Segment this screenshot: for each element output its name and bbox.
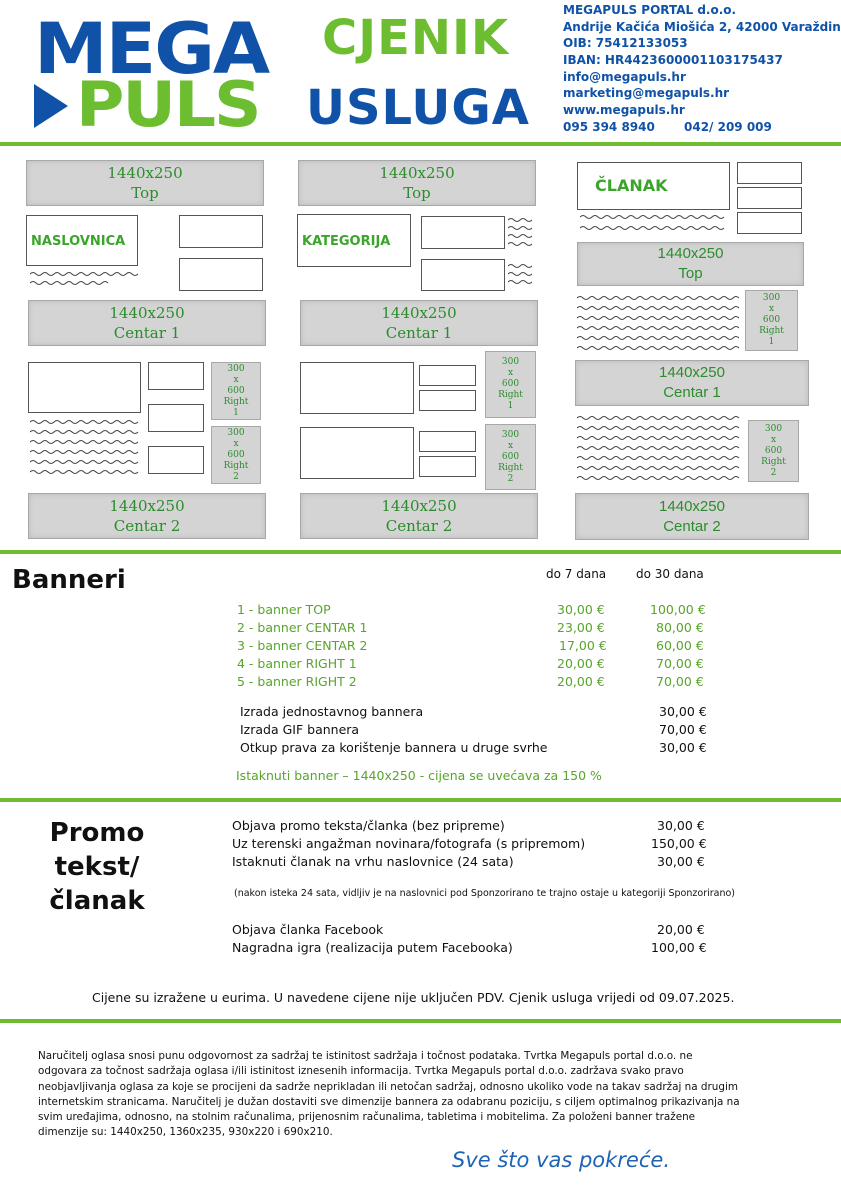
- banner-text: 300: [762, 293, 781, 303]
- placeholder-box: [148, 362, 204, 390]
- company-address: Andrije Kačića Miošića 2, 42000 Varaždin: [563, 19, 841, 34]
- kategorija-banner-right2: [485, 424, 536, 490]
- placeholder-box: [419, 431, 476, 452]
- row-price: 100,00 €: [651, 940, 707, 955]
- row-price: 30,00 €: [657, 818, 705, 833]
- divider: [0, 798, 841, 802]
- placeholder-box: [179, 215, 263, 248]
- banneri-heading: Banneri: [12, 565, 126, 595]
- legal-line: odgovara za točnost sadržaja oglasa i/ili istinitost iznesenih informacija. Tvrtka Megapuls portal d.o.o. zadržava svako pravo: [38, 1065, 684, 1078]
- banner-size: 1440x250: [381, 304, 457, 322]
- logo-arrow-icon: [34, 84, 68, 128]
- highlight-note: Istaknuti banner – 1440x250 - cijena se uvećava za 150 %: [236, 768, 602, 783]
- promo-heading: [8, 816, 186, 918]
- clanak-label: ČLANAK: [595, 176, 668, 195]
- row-name: Otkup prava za korištenje bannera u druge svrhe: [240, 740, 548, 755]
- kategorija-banner-right1: [485, 351, 536, 418]
- text-lines-icon: [577, 294, 739, 354]
- banner-text: Right: [761, 456, 786, 467]
- banner-position: Top: [131, 184, 159, 202]
- banner-text: 600: [501, 379, 520, 389]
- row-name: 2 - banner CENTAR 1: [237, 620, 368, 635]
- banner-size: 1440x250: [381, 497, 457, 515]
- kategorija-label: KATEGORIJA: [302, 234, 391, 249]
- row-price-30: 100,00 €: [650, 602, 706, 617]
- row-price-7: 20,00 €: [557, 656, 605, 671]
- banner-text: x: [770, 434, 777, 445]
- row-price: 70,00 €: [659, 722, 707, 737]
- banner-position: Centar 1: [385, 324, 453, 342]
- banner-text: 2: [770, 467, 777, 478]
- legal-line: Naručitelj oglasa snosi punu odgovornost za sadržaj te istinitost sadržaja i točnost podataka. Tvrtka Megapuls portal d.o.o. ne: [38, 1050, 693, 1062]
- naslovnica-banner-right2: [211, 426, 261, 484]
- banner-position: Centar 2: [663, 517, 721, 535]
- company-oib: OIB: 75412133053: [563, 36, 688, 51]
- row-price-7: 20,00 €: [557, 674, 605, 689]
- row-name: Istaknuti članak na vrhu naslovnice (24 sata): [232, 854, 514, 869]
- row-price: 30,00 €: [659, 740, 707, 755]
- row-name: 4 - banner RIGHT 1: [237, 656, 357, 671]
- banner-text: 2: [233, 471, 239, 482]
- promo-heading-line1: Promo tekst/: [49, 818, 145, 882]
- company-email-marketing[interactable]: marketing@megapuls.hr: [563, 86, 730, 101]
- row-price: 150,00 €: [651, 836, 707, 851]
- kategorija-banner-centar2: [300, 493, 538, 539]
- clanak-banner-right2: [748, 420, 799, 482]
- placeholder-box: [300, 427, 414, 479]
- col-7-days: do 7 dana: [546, 567, 607, 581]
- row-name: 3 - banner CENTAR 2: [237, 638, 368, 653]
- divider: [0, 142, 841, 146]
- placeholder-box: [419, 456, 476, 477]
- banner-text: x: [507, 368, 514, 378]
- clanak-banner-right1: [745, 290, 798, 351]
- banner-size: 1440x250: [109, 497, 185, 515]
- banner-text: 600: [227, 449, 245, 460]
- company-phone2: 042/ 209 009: [684, 120, 772, 134]
- banner-text: 300: [764, 423, 783, 434]
- clanak-banner-top: [577, 242, 804, 286]
- naslovnica-banner-centar2: [28, 493, 266, 539]
- banner-text: 300: [227, 363, 245, 374]
- banner-size: 1440x250: [379, 164, 455, 182]
- kategorija-banner-centar1: [300, 300, 538, 346]
- row-price: 30,00 €: [659, 704, 707, 719]
- price-footer-note: Cijene su izražene u eurima. U navedene cijene nije uključen PDV. Cjenik usluga vrijedi od 09.07.2025.: [92, 990, 735, 1005]
- placeholder-box: [421, 259, 505, 291]
- banner-text: 600: [762, 315, 781, 325]
- company-name: MEGAPULS PORTAL d.o.o.: [563, 3, 737, 17]
- row-price-30: 80,00 €: [656, 620, 704, 635]
- banner-text: Right: [759, 326, 784, 336]
- legal-line: neobjavljivanja oglasa za koje se procijeni da sadrže neprikladan ili netočan sadržaj, odnosno ukoliko vode na takav sadržaj na drugim: [38, 1080, 738, 1093]
- placeholder-box: [148, 404, 204, 432]
- placeholder-box: [300, 362, 414, 414]
- row-name: Nagradna igra (realizacija putem Facebooka): [232, 940, 513, 955]
- banner-text: Right: [223, 460, 249, 471]
- kategorija-banner-top: [298, 160, 536, 206]
- company-iban: IBAN: HR4423600001103175437: [563, 53, 783, 68]
- placeholder-box: [737, 212, 802, 234]
- text-lines-icon: [30, 418, 140, 482]
- banner-text: 300: [501, 357, 520, 367]
- banner-text: Right: [498, 390, 523, 400]
- banner-text: x: [233, 438, 239, 449]
- placeholder-box: [421, 216, 505, 249]
- placeholder-box: [737, 187, 802, 209]
- text-lines-icon: [580, 212, 730, 236]
- company-website[interactable]: www.megapuls.hr: [563, 103, 685, 118]
- promo-heading-line2: članak: [49, 886, 145, 916]
- banner-position: Top: [678, 265, 703, 282]
- row-name: Objava promo teksta/članka (bez pripreme): [232, 818, 505, 833]
- banner-position: Centar 1: [113, 324, 181, 342]
- placeholder-box: [419, 365, 476, 386]
- text-lines-icon: [508, 216, 538, 292]
- banner-text: 600: [764, 445, 783, 456]
- row-name: Izrada GIF bannera: [240, 722, 360, 737]
- banner-text: 1: [507, 401, 514, 411]
- naslovnica-banner-top: [26, 160, 264, 206]
- title-usluga: USLUGA: [306, 80, 530, 136]
- row-name: 1 - banner TOP: [237, 602, 331, 617]
- placeholder-box: [179, 258, 263, 291]
- clanak-banner-centar2: [575, 493, 809, 540]
- naslovnica-label: NASLOVNICA: [31, 234, 126, 249]
- banner-size: 1440x250: [659, 497, 725, 515]
- banner-size: 1440x250: [659, 364, 725, 381]
- title-cjenik: CJENIK: [322, 10, 510, 66]
- banner-text: 2: [507, 473, 514, 484]
- col-30-days: do 30 dana: [636, 567, 704, 581]
- logo-puls: PULS: [76, 67, 260, 142]
- banner-text: 600: [501, 451, 520, 462]
- naslovnica-banner-centar1: [28, 300, 266, 346]
- row-price-30: 60,00 €: [656, 638, 704, 653]
- company-phone1: 095 394 8940: [563, 119, 655, 134]
- legal-line: dimenzije su: 1440x250, 1360x235, 930x220 i 690x210.: [38, 1126, 333, 1139]
- legal-line: svim uređajima, odnosno, na stolnim računalima, prijenosnim računalima, tabletima i mobitelima. Za položeni banner tražene: [38, 1111, 696, 1124]
- row-price-7: 23,00 €: [557, 620, 605, 635]
- company-email-info[interactable]: info@megapuls.hr: [563, 69, 686, 84]
- placeholder-box: [28, 362, 141, 413]
- banner-text: 300: [227, 427, 245, 438]
- banner-size: 1440x250: [109, 304, 185, 322]
- banner-text: 600: [227, 385, 245, 396]
- banner-size: 1440x250: [107, 164, 183, 182]
- banner-text: Right: [223, 396, 249, 407]
- row-name: Uz terenski angažman novinara/fotografa (s pripremom): [232, 836, 586, 851]
- placeholder-box: [148, 446, 204, 474]
- banner-size: 1440x250: [657, 245, 724, 262]
- legal-line: internetskim stranicama. Naručitelj je dužan dostaviti sve dimenzije bannera za odabranu poziciju, s ciljem optimalnog prikazivanja na: [38, 1095, 740, 1108]
- company-info: [563, 2, 841, 136]
- row-name: Objava članka Facebook: [232, 922, 384, 937]
- row-price: 30,00 €: [657, 854, 705, 869]
- divider: [0, 1019, 841, 1023]
- banner-text: x: [768, 304, 775, 314]
- naslovnica-banner-right1: [211, 362, 261, 420]
- row-name: 5 - banner RIGHT 2: [237, 674, 357, 689]
- logo-mega: MEGA: [34, 8, 269, 90]
- banner-text: x: [507, 440, 514, 451]
- text-lines-icon: [577, 414, 742, 486]
- banner-text: Right: [498, 462, 523, 473]
- row-price-30: 70,00 €: [656, 656, 704, 671]
- legal-text: [38, 1049, 808, 1141]
- placeholder-box: [419, 390, 476, 411]
- banner-text: 1: [233, 407, 239, 418]
- row-price: 20,00 €: [657, 922, 705, 937]
- row-price-7: 30,00 €: [557, 602, 605, 617]
- clanak-banner-centar1: [575, 360, 809, 406]
- banner-position: Centar 2: [385, 517, 453, 535]
- row-name: Izrada jednostavnog bannera: [240, 704, 424, 719]
- banner-position: Centar 2: [113, 517, 181, 535]
- divider: [0, 550, 841, 554]
- placeholder-box: [737, 162, 802, 184]
- banner-text: 1: [768, 337, 775, 347]
- row-price-30: 70,00 €: [656, 674, 704, 689]
- banner-text: x: [233, 374, 239, 385]
- banner-position: Centar 1: [663, 384, 721, 401]
- row-price-7: 17,00 €: [559, 638, 607, 653]
- promo-note: (nakon isteka 24 sata, vidljiv je na naslovnici pod Sponzorirano te trajno ostaje u kategoriji Sponzorirano): [234, 888, 736, 899]
- text-lines-icon: [30, 270, 140, 290]
- slogan: Sve što vas pokreće.: [452, 1148, 670, 1172]
- banner-text: 300: [501, 429, 520, 440]
- banner-position: Top: [403, 184, 431, 202]
